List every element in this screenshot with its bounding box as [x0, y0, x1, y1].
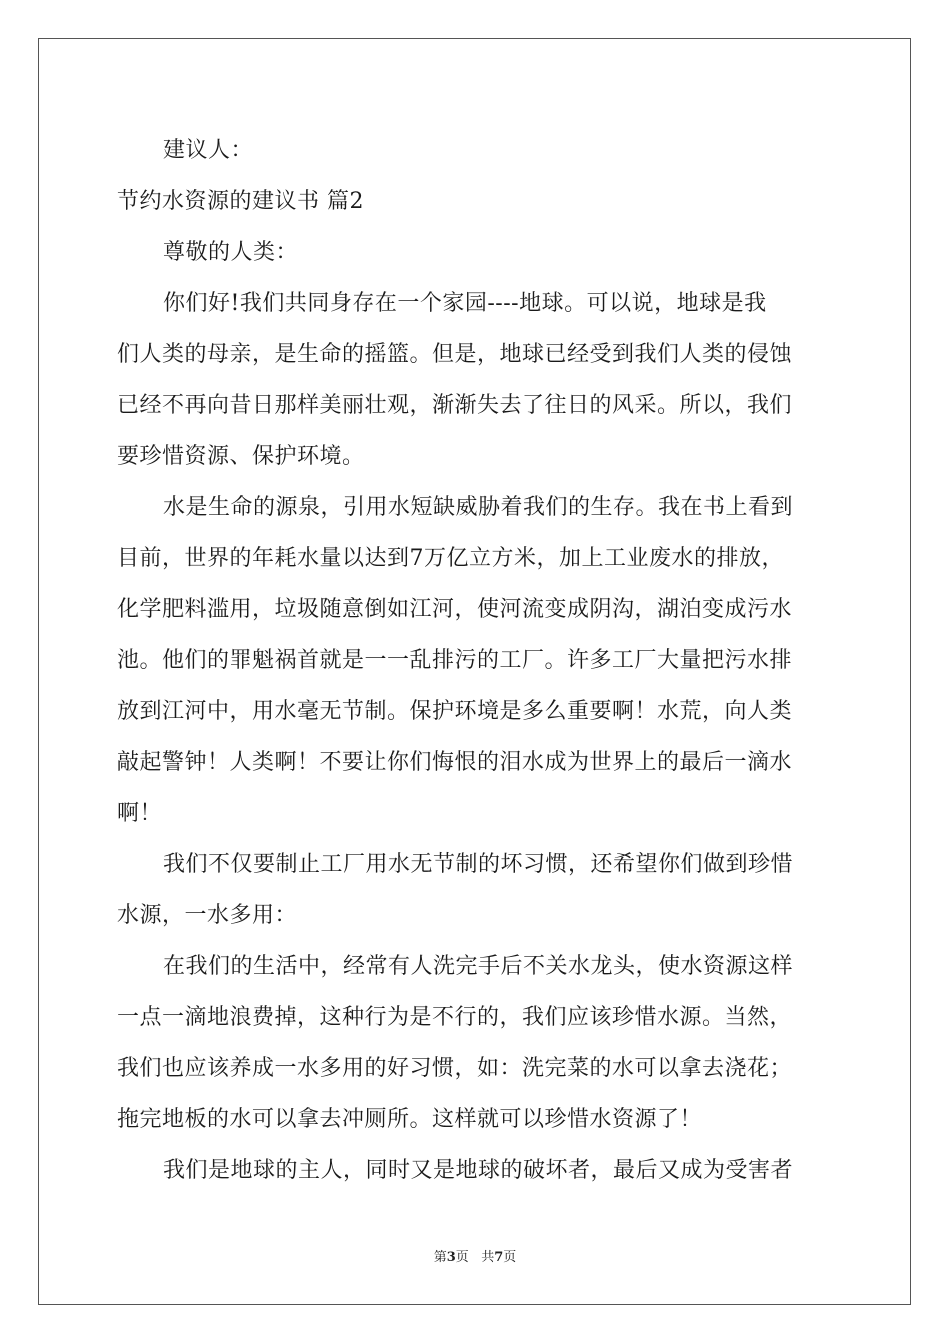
text-line: 水源，一水多用： [117, 903, 298, 928]
page-prefix: 第 [433, 1250, 447, 1265]
text-line: 啊！ [117, 801, 163, 826]
text-line: 拖完地板的水可以拿去冲厕所。这样就可以珍惜水资源了！ [117, 1107, 703, 1132]
text-line: 已经不再向昔日那样美丽壮观，渐渐失去了往日的风采。所以，我们 [117, 393, 793, 418]
text-line: 敲起警钟！人类啊！不要让你们悔恨的泪水成为世界上的最后一滴水 [117, 750, 793, 775]
salutation: 尊敬的人类： [163, 240, 299, 265]
document-body [117, 125, 833, 1196]
text-line: 放到江河中，用水毫无节制。保护环境是多么重要啊！水荒，向人类 [117, 699, 793, 724]
text-line: 建议人： [163, 138, 254, 163]
total-page-count: 7 [494, 1250, 504, 1265]
page-unit: 页 [455, 1250, 469, 1265]
text-line: 一点一滴地浪费掉，这种行为是不行的，我们应该珍惜水源。当然， [117, 1005, 793, 1030]
current-page-number: 3 [446, 1250, 456, 1265]
text-line: 水是生命的源泉，引用水短缺威胁着我们的生存。我在书上看到 [163, 495, 794, 520]
total-unit: 页 [503, 1250, 517, 1265]
total-prefix: 共 [481, 1250, 495, 1265]
text-line: 化学肥料滥用，垃圾随意倒如江河，使河流变成阴沟，湖泊变成污水 [117, 597, 793, 622]
text-line: 在我们的生活中，经常有人洗完手后不关水龙头，使水资源这样 [163, 954, 794, 979]
text-line: 我们也应该养成一水多用的好习惯，如：洗完菜的水可以拿去浇花； [117, 1056, 793, 1081]
text-line: 池。他们的罪魁祸首就是一一乱排污的工厂。许多工厂大量把污水排 [117, 648, 793, 673]
text-line: 我们是地球的主人，同时又是地球的破坏者，最后又成为受害者 [163, 1158, 794, 1183]
section-heading: 节约水资源的建议书 篇2 [117, 189, 364, 214]
text-line: 我们不仅要制止工厂用水无节制的坏习惯，还希望你们做到珍惜 [163, 852, 794, 877]
text-line: 你们好!我们共同身存在一个家园----地球。可以说，地球是我 [163, 291, 767, 316]
text-line: 要珍惜资源、保护环境。 [117, 444, 365, 469]
text-line: 目前，世界的年耗水量以达到7万亿立方米，加上工业废水的排放， [117, 546, 784, 571]
text-line: 们人类的母亲，是生命的摇篮。但是，地球已经受到我们人类的侵蚀 [117, 342, 793, 367]
page-number-footer [0, 1246, 950, 1265]
